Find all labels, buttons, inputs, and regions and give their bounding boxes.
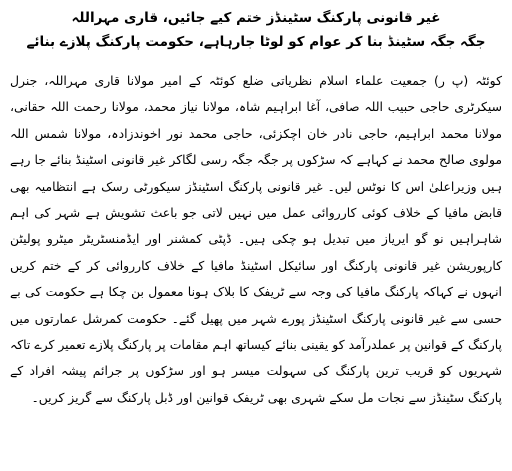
article-body: کوئٹہ (پ ر) جمعیت علماء اسلام نظریاتی ضلع کوئٹہ کے امیر مولانا قاری مہراللہ، جنرل سیکرٹری حاجی حبیب اللہ صافی، آغا ابراہیم شاہ، مولانا نیاز محمد، مولانا رحمت اللہ حقانی، مولانا محمد ابراہیم، حاجی نادر خان اچکزئی، حاجی محمد نور اخوندزادہ، مولانا شمس اللہ مولوی صالح محمد نے کہاہے کہ سڑکوں پر جگہ جگہ رسی لگاکر غیر قانونی اسٹینڈ بنائے جا رہے ہیں وزیراعلیٰ اس کا نوٹس لیں۔ غیر قانونی پارکنگ اسٹینڈز سیکورٹی رسک ہے انتظامیہ بھی قابض مافیا کے خلاف کوئی کارروائی عمل میں نہیں لاتی جو باعث تشویش ہے شہر کی اہم شاہراہیں نو گو ایریاز میں تبدیل ہو چکی ہیں۔ ڈپٹی کمشنر اور ایڈمنسٹریٹر میٹرو پولیٹن کارپوریشن غیر قانونی پارکنگ اور سائیکل اسٹینڈ مافیا کے خلاف کارروائی کر کے ختم کریں انہوں نے کہاکہ پارکنگ مافیا کی وجہ سے ٹریفک کا بلاک ہونا معمول بن چکا ہے حکومت کی بے حسی سے غیر قانونی پارکنگ اسٹینڈز پورے شہر میں پھیل گئے۔ حکومت کمرشل عمارتوں میں پارکنگ کے قوانین پر عملدرآمد کو یقینی بنائے کیساتھ اہم مقامات پر پارکنگ پلازے تعمیر کرے تاکہ شہریوں کو قریب ترین پارکنگ کی سہولت میسر ہو اور سڑکوں پر جرائم پیشہ افراد کے پارکنگ سٹینڈز سے نجات مل سکے شہری بھی ٹریفک قوانین اور ڈبل پارکنگ سے گریز کریں۔ <box>10 73 502 405</box>
headline-primary: غیر قانونی پارکنگ سٹینڈز ختم کیے جائیں، قاری مہراللہ <box>71 10 441 26</box>
headline-secondary: جگہ جگہ سٹینڈ بنا کر عوام کو لوٹا جارہاہے، حکومت پارکنگ پلازے بنائے <box>26 34 486 50</box>
